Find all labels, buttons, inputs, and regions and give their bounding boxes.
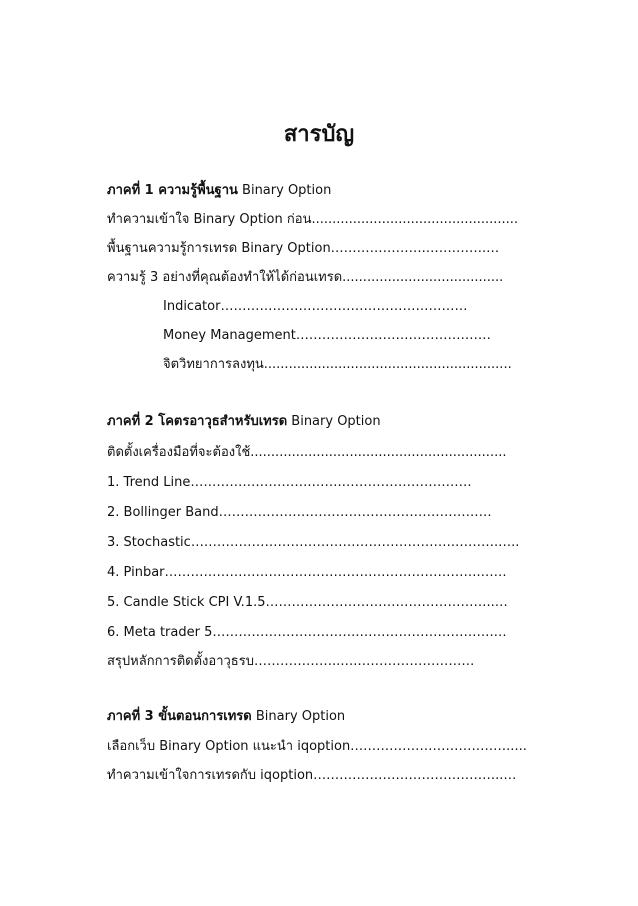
part-2-heading [107, 413, 381, 431]
toc-entry[interactable]: พื้นฐานความรู้การเทรด Binary Option………………….…….…….… [107, 241, 500, 256]
toc-entry[interactable]: เลือกเว็บ Binary Option แนะนำ iqoption………………………………..... [107, 739, 527, 754]
toc-entry[interactable]: ทำความเข้าใจ Binary Option ก่อน.................................................. [107, 212, 519, 227]
part-2-heading-en: Binary Option [287, 414, 381, 429]
part-3-heading-en: Binary Option [251, 709, 346, 724]
toc-entry[interactable]: ติดตั้งเครื่องมือที่จะต้องใช้.............................................................. [107, 445, 507, 460]
toc-entry[interactable]: ทำความเข้าใจการเทรดกับ iqoption……………………………………..… [107, 768, 517, 783]
toc-entry[interactable]: 3. Stochastic…………………………………………………….……….….. [107, 535, 520, 550]
part-2-heading-thai: ภาคที่ 2 โคตรอาวุธสำหรับเทรด [107, 414, 288, 429]
toc-subentry[interactable]: Indicator………………………………………………… [163, 299, 468, 314]
toc-entry[interactable]: 1. Trend Line……………………….…….………………………… [107, 475, 472, 490]
toc-entry[interactable]: 4. Pinbar……………………………………………………………….…… [107, 565, 507, 580]
toc-entry[interactable]: 5. Candle Stick CPI V.1.5……………………………………………..… [107, 595, 508, 610]
page-title: สารบัญ [283, 122, 355, 147]
toc-entry[interactable]: 2. Bollinger Band……………………………………………………… [107, 505, 492, 520]
toc-subentry[interactable]: จิตวิทยาการลงทุน............................................................ [163, 357, 512, 372]
toc-subentry[interactable]: Money Management……………………………………… [163, 328, 491, 343]
toc-entry[interactable]: ความรู้ 3 อย่างที่คุณต้องทำให้ได้ก่อนเทรด....................................... [107, 270, 504, 285]
toc-entry[interactable]: สรุปหลักการติดตั้งอาวุธรบ………………..….……………………… [107, 654, 475, 669]
part-1-heading [107, 182, 331, 200]
part-1-heading-en: Binary Option [237, 183, 332, 198]
part-3-heading [107, 708, 345, 726]
part-1-heading-thai: ภาคที่ 1 ความรู้พื้นฐาน [107, 183, 238, 198]
part-3-heading-thai: ภาคที่ 3 ขั้นตอนการเทรด [107, 709, 252, 724]
toc-entry[interactable]: 6. Meta trader 5…………………………….………………………….… [107, 625, 507, 640]
